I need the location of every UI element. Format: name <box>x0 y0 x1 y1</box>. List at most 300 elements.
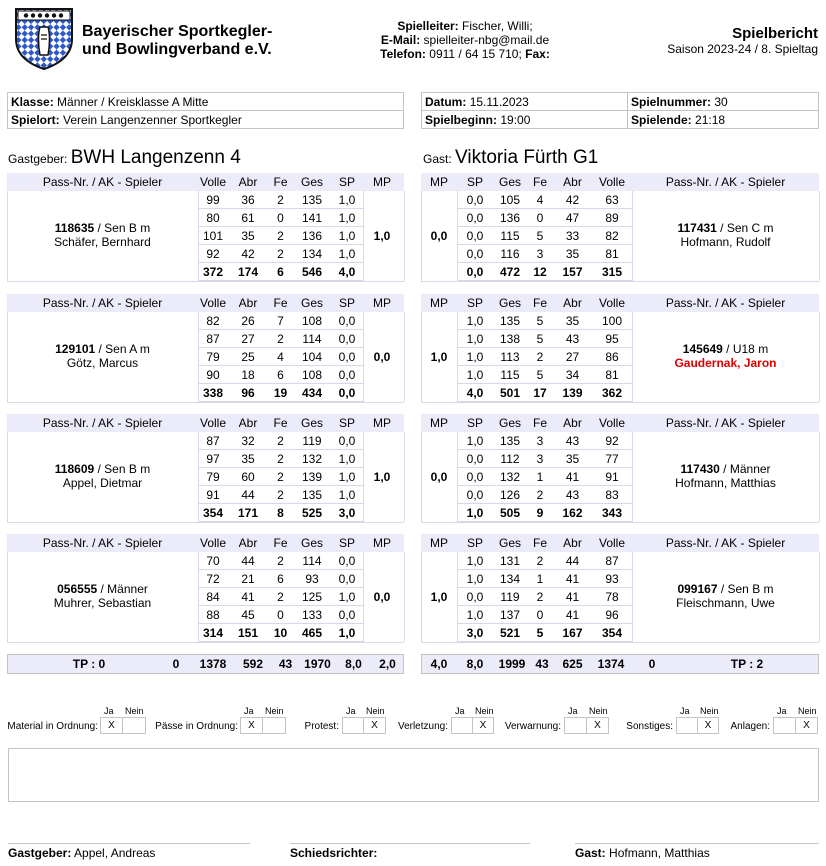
home-player-id <box>7 342 198 356</box>
start-row <box>425 113 530 127</box>
guest-player-header: Pass-Nr. / AK - Spieler <box>665 536 786 550</box>
home-col-abr: Abr <box>238 536 258 550</box>
location-row <box>11 113 242 127</box>
guest-throw-abr: 41 <box>565 572 580 586</box>
home-col-ges: Ges <box>300 296 323 310</box>
class-value: Männer / Kreisklasse A Mitte <box>57 95 209 109</box>
guest-player-name: Fleischmann, Uwe <box>676 596 775 610</box>
federation-name <box>82 23 272 59</box>
check-ja-label: Ja <box>680 706 690 716</box>
guest-col-ges: Ges <box>498 296 521 310</box>
home-throw-abr: 35 <box>241 229 255 243</box>
grid-vline <box>404 312 405 402</box>
guest-player-name: Hofmann, Matthias <box>675 476 776 490</box>
home-total-fe: 43 <box>278 657 293 671</box>
home-throw-sp: 0,0 <box>338 434 356 448</box>
home-col-volle: Volle <box>199 175 227 189</box>
date-label: Datum: <box>425 95 467 109</box>
home-throw-abr: 18 <box>241 368 255 382</box>
report-header <box>667 26 818 56</box>
guest-throw-sp: 1,0 <box>466 332 484 346</box>
home-throw-abr: 27 <box>241 332 255 346</box>
guest-total-fe: 43 <box>535 657 549 671</box>
guest-player <box>632 221 819 249</box>
home-player-pass: 129101 <box>55 342 96 356</box>
home-throw-sp: 0,0 <box>338 554 356 568</box>
guest-total-abr: 162 <box>562 506 583 520</box>
referee-signature <box>290 846 377 860</box>
guest-throw-abr: 43 <box>565 434 580 448</box>
home-throw-ges: 108 <box>301 314 323 328</box>
guest-total-ges: 505 <box>499 506 521 520</box>
home-total-sp: 1,0 <box>338 626 356 640</box>
guest-throw-abr: 33 <box>565 229 580 243</box>
home-totals-row <box>7 654 404 674</box>
home-col-fe: Fe <box>273 536 288 550</box>
guest-throw-fe: 5 <box>536 229 544 243</box>
check-label-7: Anlagen: <box>730 721 770 732</box>
home-player-pass: 118609 <box>54 462 95 476</box>
guest-throw-abr: 41 <box>565 608 580 622</box>
home-throw-abr: 35 <box>241 452 255 466</box>
guest-throw-sp: 0,0 <box>466 211 484 225</box>
home-total-volle: 338 <box>202 386 224 400</box>
guest-total-volle: 343 <box>601 506 623 520</box>
home-total-ges: 434 <box>301 386 323 400</box>
guest-player-name: Gaudernak, Jaron <box>674 356 777 370</box>
guest-player-header: Pass-Nr. / AK - Spieler <box>665 175 786 189</box>
federation-name-line1: Bayerischer Sportkegler- <box>82 23 273 40</box>
home-col-abr: Abr <box>238 416 258 430</box>
home-col-mp: MP <box>373 296 391 310</box>
guest-col-mp: MP <box>430 296 448 310</box>
guest-total-abr: 157 <box>562 265 583 279</box>
federation-name-line2: und Bowlingverband e.V. <box>82 41 272 58</box>
home-player-name: Appel, Dietmar <box>62 476 143 490</box>
home-throw-volle: 99 <box>206 193 220 207</box>
guest-player <box>632 342 819 370</box>
leader-name: Fischer, Willi; <box>462 19 533 33</box>
home-total-fe: 19 <box>273 386 288 400</box>
guest-throw-fe: 1 <box>536 470 544 484</box>
home-match-points: 1,0 <box>373 229 391 243</box>
guest-player <box>632 462 819 490</box>
home-throw-ges: 132 <box>301 452 323 466</box>
guest-throw-sp: 1,0 <box>466 572 484 586</box>
guest-throw-sp: 1,0 <box>466 434 484 448</box>
guest-throw-ges: 113 <box>500 350 520 364</box>
home-throw-ges: 134 <box>301 247 323 261</box>
guest-col-abr: Abr <box>563 175 582 189</box>
home-col-sp: SP <box>338 175 355 189</box>
guest-throw-fe: 5 <box>536 314 544 328</box>
home-throw-abr: 44 <box>241 554 255 568</box>
home-throw-ges: 125 <box>301 590 323 604</box>
home-throw-volle: 87 <box>206 332 220 346</box>
home-throw-fe: 2 <box>277 193 284 207</box>
guest-total-abr: 167 <box>562 626 583 640</box>
home-team-label: Gastgeber: <box>8 152 68 166</box>
check-ja-box-1[interactable]: X <box>100 717 123 734</box>
guest-match-points: 1,0 <box>430 350 448 364</box>
guest-col-volle: Volle <box>598 296 626 310</box>
home-total-fe: 6 <box>277 265 284 279</box>
class-label: Klasse: <box>11 95 54 109</box>
guest-total-fe: 5 <box>536 626 544 640</box>
home-col-volle: Volle <box>199 416 227 430</box>
guest-throw-volle: 81 <box>605 247 619 261</box>
guest-total-volle: 1374 <box>597 657 625 671</box>
guest-total-abr: 625 <box>562 657 583 671</box>
date-row <box>425 95 529 109</box>
check-ja-label: Ja <box>568 706 578 716</box>
match-number-row <box>631 95 728 109</box>
home-throw-ges: 141 <box>301 211 323 225</box>
phone-label: Telefon: <box>380 47 426 61</box>
home-player <box>7 221 198 249</box>
guest-player-header: Pass-Nr. / AK - Spieler <box>665 296 786 310</box>
guest-total-mp: 4,0 <box>430 657 448 671</box>
guest-player-pass: 117431 <box>677 221 717 235</box>
guest-totals-zero: 0 <box>648 657 656 671</box>
home-throw-volle: 88 <box>206 608 220 622</box>
check-nein-label: Nein <box>366 706 385 716</box>
check-nein-box-7[interactable]: X <box>795 717 818 734</box>
home-throw-sp: 1,0 <box>338 229 356 243</box>
guest-player-name: Hofmann, Rudolf <box>680 235 771 249</box>
home-col-fe: Fe <box>273 416 288 430</box>
guest-throw-abr: 42 <box>565 193 580 207</box>
home-total-fe: 10 <box>273 626 288 640</box>
check-label-3: Protest: <box>304 721 339 732</box>
home-total-abr: 151 <box>237 626 259 640</box>
home-throw-volle: 84 <box>206 590 220 604</box>
guest-col-fe: Fe <box>532 416 547 430</box>
guest-throw-volle: 92 <box>605 434 619 448</box>
check-ja-label: Ja <box>777 706 787 716</box>
guest-throw-sp: 1,0 <box>466 554 484 568</box>
grid-vline <box>404 552 405 642</box>
home-total-volle: 372 <box>202 265 224 279</box>
guest-total-ges: 1999 <box>498 657 526 671</box>
home-throw-volle: 82 <box>206 314 220 328</box>
guest-throw-fe: 0 <box>536 608 544 622</box>
home-player <box>7 582 198 610</box>
home-throw-abr: 32 <box>241 434 255 448</box>
guest-total-sp: 0,0 <box>466 265 484 279</box>
guest-throw-volle: 77 <box>605 452 619 466</box>
home-throw-volle: 79 <box>206 470 220 484</box>
home-player <box>7 462 198 490</box>
home-throw-volle: 90 <box>206 368 220 382</box>
guest-throw-ges: 115 <box>500 229 520 243</box>
guest-player-pass: 145649 <box>682 342 723 356</box>
grid-vline <box>819 552 820 642</box>
guest-player-id <box>632 221 819 235</box>
grid-bottom <box>421 642 819 643</box>
guest-total-volle: 362 <box>601 386 623 400</box>
guest-throw-sp: 1,0 <box>466 368 484 382</box>
home-throw-fe: 2 <box>277 332 284 346</box>
guest-throw-volle: 89 <box>605 211 619 225</box>
home-throw-sp: 0,0 <box>338 572 356 586</box>
home-throw-sp: 0,0 <box>338 314 356 328</box>
home-total-ges: 465 <box>301 626 323 640</box>
guest-throw-volle: 86 <box>605 350 619 364</box>
guest-throw-sp: 1,0 <box>466 350 484 364</box>
home-throw-volle: 87 <box>206 434 220 448</box>
guest-col-volle: Volle <box>598 536 626 550</box>
grid-bottom <box>421 402 819 403</box>
home-total-sp: 8,0 <box>345 657 362 671</box>
guest-total-sp: 3,0 <box>466 626 484 640</box>
guest-throw-fe: 5 <box>536 332 544 346</box>
guest-throw-abr: 35 <box>565 314 580 328</box>
home-throw-sp: 1,0 <box>338 211 356 225</box>
home-signature-label: Gastgeber: <box>8 846 72 860</box>
location-value: Verein Langenzenner Sportkegler <box>63 113 242 127</box>
guest-throw-ges: 134 <box>499 572 521 586</box>
guest-player-id <box>632 462 819 476</box>
leader-label: Spielleiter: <box>397 19 459 33</box>
guest-throw-sp: 0,0 <box>466 229 484 243</box>
home-throw-volle: 80 <box>206 211 220 225</box>
home-throw-abr: 21 <box>241 572 255 586</box>
home-player-name: Muhrer, Sebastian <box>53 596 152 610</box>
guest-throw-fe: 3 <box>536 434 544 448</box>
end-row <box>631 113 725 127</box>
check-ja-label: Ja <box>455 706 465 716</box>
check-ja-box-2[interactable]: X <box>240 717 263 734</box>
guest-throw-volle: 93 <box>605 572 619 586</box>
fax-label: Fax: <box>525 47 550 61</box>
guest-throw-sp: 1,0 <box>466 608 484 622</box>
guest-player-age-class: / U18 m <box>722 342 769 356</box>
grid-bottom <box>7 642 404 643</box>
referee-signature-label: Schiedsrichter: <box>290 846 378 860</box>
guest-throw-abr: 47 <box>565 211 580 225</box>
guest-throw-volle: 78 <box>605 590 619 604</box>
guest-col-sp: SP <box>466 296 483 310</box>
check-nein-box-3[interactable]: X <box>363 717 386 734</box>
match-number-label: Spielnummer: <box>631 95 712 109</box>
home-throw-volle: 72 <box>206 572 220 586</box>
end-label: Spielende: <box>631 113 692 127</box>
check-nein-label: Nein <box>589 706 608 716</box>
guest-col-abr: Abr <box>563 416 582 430</box>
home-col-ges: Ges <box>300 536 323 550</box>
home-player-id <box>7 221 198 235</box>
home-player-id <box>7 582 198 596</box>
guest-throw-fe: 1 <box>536 572 544 586</box>
guest-signature <box>575 846 710 860</box>
home-total-volle: 1378 <box>199 657 227 671</box>
home-throw-fe: 2 <box>277 229 284 243</box>
guest-throw-fe: 3 <box>536 452 544 466</box>
home-col-fe: Fe <box>273 296 288 310</box>
home-player-header: Pass-Nr. / AK - Spieler <box>42 175 163 189</box>
guest-total-volle: 354 <box>601 626 623 640</box>
guest-col-ges: Ges <box>498 175 521 189</box>
home-col-mp: MP <box>373 416 391 430</box>
season-matchday: Saison 2023-24 / 8. Spieltag <box>667 42 818 56</box>
home-player-age-class: / Sen A m <box>95 342 150 356</box>
home-throw-ges: 135 <box>301 193 323 207</box>
guest-col-abr: Abr <box>563 296 582 310</box>
guest-col-volle: Volle <box>598 416 626 430</box>
guest-throw-fe: 5 <box>536 368 544 382</box>
leader-phone: 0911 / 64 15 710; <box>429 47 522 61</box>
guest-throw-volle: 91 <box>605 470 619 484</box>
guest-player <box>632 582 819 610</box>
guest-throw-volle: 63 <box>605 193 619 207</box>
guest-total-fe: 17 <box>533 386 547 400</box>
guest-throw-ges: 112 <box>500 452 520 466</box>
guest-throw-fe: 3 <box>536 247 544 261</box>
guest-throw-ges: 131 <box>499 554 521 568</box>
guest-throw-abr: 34 <box>565 368 580 382</box>
grid-vline <box>404 191 405 281</box>
guest-player-id <box>632 582 819 596</box>
home-total-sp: 4,0 <box>338 265 356 279</box>
guest-throw-sp: 0,0 <box>466 247 484 261</box>
home-throw-ges: 136 <box>301 229 323 243</box>
guest-signature-label: Gast: <box>575 846 606 860</box>
guest-col-volle: Volle <box>598 175 626 189</box>
guest-throw-ges: 137 <box>499 608 521 622</box>
guest-totals-row <box>421 654 819 674</box>
check-nein-box-6[interactable]: X <box>697 717 719 734</box>
guest-col-mp: MP <box>430 536 448 550</box>
home-throw-ges: 93 <box>305 572 319 586</box>
home-throw-fe: 7 <box>277 314 284 328</box>
guest-throw-volle: 95 <box>605 332 619 346</box>
guest-throw-abr: 27 <box>565 350 580 364</box>
home-throw-volle: 91 <box>206 488 220 502</box>
home-throw-volle: 97 <box>206 452 220 466</box>
guest-throw-volle: 100 <box>601 314 623 328</box>
home-throw-fe: 2 <box>277 488 284 502</box>
guest-throw-abr: 43 <box>565 332 580 346</box>
home-throw-sp: 0,0 <box>338 350 356 364</box>
home-match-points: 1,0 <box>373 470 391 484</box>
home-throw-sp: 1,0 <box>338 488 356 502</box>
home-total-volle: 314 <box>202 626 224 640</box>
check-nein-label: Nein <box>700 706 719 716</box>
home-player-name: Götz, Marcus <box>66 356 139 370</box>
check-label-6: Sonstiges: <box>626 721 673 732</box>
home-player-pass: 056555 <box>57 582 98 596</box>
home-throw-abr: 36 <box>241 193 255 207</box>
home-signature-name: Appel, Andreas <box>74 846 156 860</box>
home-throw-fe: 2 <box>277 247 284 261</box>
home-col-abr: Abr <box>238 175 258 189</box>
home-throw-sp: 1,0 <box>338 247 356 261</box>
home-throw-ges: 108 <box>301 368 323 382</box>
home-throw-abr: 61 <box>241 211 255 225</box>
check-nein-label: Nein <box>798 706 817 716</box>
guest-throw-sp: 0,0 <box>466 590 484 604</box>
guest-total-ges: 472 <box>499 265 521 279</box>
check-ja-box-7[interactable] <box>773 717 796 734</box>
home-player-header: Pass-Nr. / AK - Spieler <box>42 296 163 310</box>
check-ja-label: Ja <box>244 706 254 716</box>
federation-logo <box>12 5 76 71</box>
guest-col-fe: Fe <box>532 175 547 189</box>
grid-vline <box>819 312 820 402</box>
leader-email: spielleiter-nbg@mail.de <box>423 33 550 47</box>
check-nein-box-4[interactable]: X <box>472 717 494 734</box>
home-throw-ges: 135 <box>301 488 323 502</box>
home-total-ges: 525 <box>301 506 323 520</box>
guest-throw-ges: 126 <box>499 488 521 502</box>
home-throw-fe: 2 <box>277 452 284 466</box>
home-throw-sp: 1,0 <box>338 193 356 207</box>
home-throw-abr: 41 <box>241 590 255 604</box>
remarks-field[interactable] <box>8 748 819 802</box>
report-title: Spielbericht <box>732 25 818 42</box>
guest-player-header: Pass-Nr. / AK - Spieler <box>665 416 786 430</box>
guest-col-abr: Abr <box>563 536 582 550</box>
home-throw-ges: 133 <box>301 608 323 622</box>
guest-throw-ges: 105 <box>499 193 521 207</box>
league-leader-block <box>340 19 590 61</box>
grid-bottom <box>7 402 404 403</box>
home-team <box>8 147 241 169</box>
guest-match-points: 0,0 <box>430 229 448 243</box>
guest-throw-ges: 115 <box>500 368 520 382</box>
guest-throw-sp: 0,0 <box>466 193 484 207</box>
home-player <box>7 342 198 370</box>
home-col-ges: Ges <box>300 175 323 189</box>
guest-throw-volle: 87 <box>605 554 619 568</box>
guest-col-sp: SP <box>466 536 483 550</box>
check-nein-box-5[interactable]: X <box>586 717 609 734</box>
home-player-header: Pass-Nr. / AK - Spieler <box>42 536 163 550</box>
guest-col-fe: Fe <box>532 296 547 310</box>
home-throw-fe: 6 <box>277 368 284 382</box>
guest-throw-volle: 82 <box>605 229 619 243</box>
date-value: 15.11.2023 <box>469 95 529 109</box>
check-label-5: Verwarnung: <box>504 721 561 732</box>
grid-vline <box>819 432 820 522</box>
guest-throw-abr: 43 <box>565 488 580 502</box>
home-throw-fe: 6 <box>277 572 284 586</box>
grid-vline <box>404 432 405 522</box>
home-throw-fe: 2 <box>277 590 284 604</box>
check-ja-label: Ja <box>104 706 114 716</box>
guest-throw-volle: 81 <box>605 368 619 382</box>
check-label-4: Verletzung: <box>397 721 448 732</box>
grid-vline <box>819 191 820 281</box>
guest-signature-name: Hofmann, Matthias <box>609 846 710 860</box>
home-throw-ges: 119 <box>302 434 322 448</box>
check-label-2: Pässe in Ordnung: <box>155 721 238 732</box>
guest-total-sp: 8,0 <box>466 657 484 671</box>
guest-throw-abr: 44 <box>565 554 580 568</box>
home-match-points: 0,0 <box>373 350 391 364</box>
guest-total-fe: 9 <box>536 506 544 520</box>
home-throw-sp: 1,0 <box>338 452 356 466</box>
guest-col-sp: SP <box>466 416 483 430</box>
date-time-box <box>421 92 819 129</box>
guest-throw-abr: 35 <box>565 452 580 466</box>
guest-throw-sp: 0,0 <box>466 488 484 502</box>
start-label: Spielbeginn: <box>425 113 497 127</box>
guest-throw-fe: 2 <box>536 350 544 364</box>
guest-team <box>423 147 598 169</box>
home-throw-ges: 104 <box>301 350 323 364</box>
